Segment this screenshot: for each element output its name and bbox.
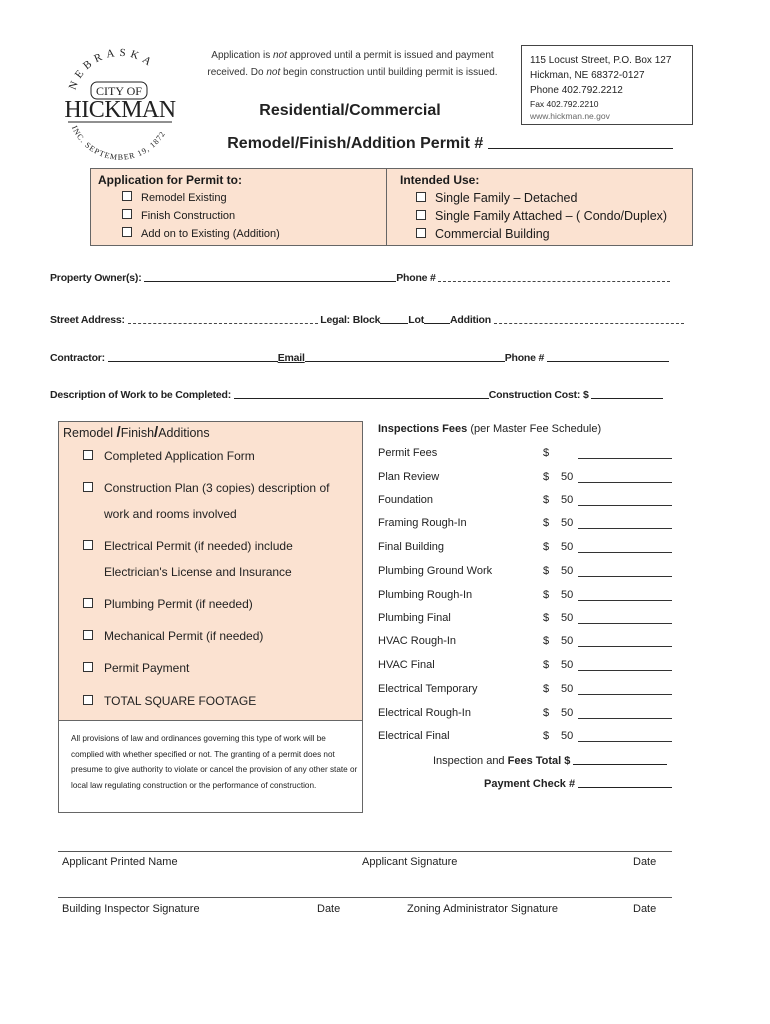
- seal-city-of: CITY OF: [96, 84, 142, 98]
- description-row: [50, 388, 695, 401]
- property-owner-row: [50, 271, 695, 284]
- fee-amount: 50: [561, 730, 574, 742]
- owner-phone-label: Phone #: [396, 272, 436, 284]
- fees-heading-rest: (per Master Fee Schedule): [467, 423, 602, 435]
- fee-row: [378, 517, 688, 531]
- fee-dollar: $: [543, 541, 550, 553]
- lot-label: Lot: [408, 314, 425, 326]
- fee-dollar: $: [543, 565, 550, 577]
- email-field[interactable]: [305, 351, 505, 362]
- intended-use-heading: Intended Use:: [400, 173, 480, 187]
- fee-label: Plumbing Rough-In: [378, 589, 473, 601]
- checkbox[interactable]: [83, 540, 93, 550]
- requirement-item[interactable]: [83, 533, 293, 559]
- fee-row: [378, 659, 688, 673]
- checkbox[interactable]: [122, 209, 132, 219]
- requirements-panel: [58, 421, 363, 721]
- fee-field[interactable]: [578, 741, 672, 742]
- inspector-date-label: Date: [317, 903, 341, 915]
- option-label: Finish Construction: [141, 210, 236, 222]
- requirement-label: Permit Payment: [104, 661, 190, 675]
- requirement-label: TOTAL SQUARE FOOTAGE: [104, 694, 257, 708]
- option-label: Remodel Existing: [141, 192, 227, 204]
- payment-check-label: Payment Check #: [484, 778, 576, 790]
- contractor-row: [50, 351, 695, 364]
- fee-label: Electrical Temporary: [378, 683, 478, 695]
- fee-label: HVAC Final: [378, 659, 435, 671]
- checkbox[interactable]: [83, 450, 93, 460]
- notice-line1-pre: Application is: [211, 50, 273, 61]
- fee-row: [378, 541, 688, 555]
- contact-city: Hickman, NE 68372-0127: [530, 70, 645, 81]
- option-label: Single Family – Detached: [435, 191, 578, 205]
- fee-amount: 50: [561, 707, 574, 719]
- application-for-heading: Application for Permit to:: [98, 173, 242, 187]
- description-label: Description of Work to be Completed:: [50, 389, 232, 401]
- requirement-label: Construction Plan (3 copies) description of: [104, 481, 330, 495]
- fee-dollar: $: [543, 659, 550, 671]
- fee-dollar: $: [543, 447, 550, 459]
- requirement-label: work and rooms involved: [104, 507, 237, 521]
- contractor-phone-field[interactable]: [547, 351, 669, 362]
- fee-row: [378, 612, 688, 626]
- fee-amount: 50: [561, 471, 574, 483]
- fee-field[interactable]: [578, 646, 672, 647]
- requirement-item[interactable]: [83, 623, 263, 649]
- owner-phone-field[interactable]: [438, 271, 670, 282]
- seal-arc-bottom: INC. SEPTEMBER 19, 1872: [69, 124, 168, 162]
- requirement-continuation: [83, 501, 237, 527]
- checkbox[interactable]: [122, 227, 132, 237]
- fee-label: Plumbing Ground Work: [378, 565, 493, 577]
- street-address-row: [50, 313, 695, 326]
- zoning-administrator-signature-label: Zoning Administrator Signature: [407, 903, 559, 915]
- checkbox[interactable]: [416, 210, 426, 220]
- fee-label: Framing Rough-In: [378, 517, 467, 529]
- legal-provisions-box: [58, 720, 363, 813]
- fee-amount: 50: [561, 494, 574, 506]
- fee-row: [378, 707, 688, 721]
- fee-row: [378, 589, 688, 603]
- fee-amount: 50: [561, 517, 574, 529]
- fee-field[interactable]: [578, 670, 672, 671]
- fee-amount: 50: [561, 659, 574, 671]
- fee-label: Plumbing Final: [378, 612, 451, 624]
- fee-field[interactable]: [578, 718, 672, 719]
- seal-city-name: HICKMAN: [64, 97, 176, 123]
- requirement-label: Electrician's License and Insurance: [104, 565, 292, 579]
- requirement-continuation: [83, 559, 292, 585]
- fee-dollar: $: [543, 589, 550, 601]
- contact-box: [521, 45, 693, 125]
- contact-address: 115 Locust Street, P.O. Box 127: [530, 55, 672, 66]
- street-address-field[interactable]: [128, 313, 318, 324]
- requirements-title-b: Finish: [120, 426, 155, 440]
- fee-dollar: $: [543, 730, 550, 742]
- permit-type-divider: [386, 169, 387, 245]
- permit-title: [150, 135, 750, 153]
- checkbox[interactable]: [83, 695, 93, 705]
- payment-check-field[interactable]: [578, 777, 672, 788]
- application-option[interactable]: [98, 189, 280, 207]
- fee-dollar: $: [543, 635, 550, 647]
- fee-field[interactable]: [578, 505, 672, 506]
- fee-amount: 50: [561, 589, 574, 601]
- email-label: Email: [277, 352, 305, 364]
- permit-title-text: Remodel/Finish/Addition Permit #: [227, 135, 484, 152]
- fees-heading-bold: Inspections Fees: [378, 423, 468, 435]
- fee-dollar: $: [543, 612, 550, 624]
- official-signature-line[interactable]: [58, 897, 672, 898]
- construction-cost-field[interactable]: [591, 388, 663, 399]
- requirement-label: Electrical Permit (if needed) include: [104, 539, 293, 553]
- fee-dollar: $: [543, 683, 550, 695]
- lot-field[interactable]: [424, 313, 450, 324]
- fee-label: Permit Fees: [378, 447, 438, 459]
- checkbox[interactable]: [83, 482, 93, 492]
- fee-dollar: $: [543, 471, 550, 483]
- checkbox[interactable]: [83, 598, 93, 608]
- notice-line1-post: approved until a permit is issued and payment: [286, 50, 494, 61]
- contact-website: www.hickman.ne.gov: [530, 111, 610, 121]
- description-field[interactable]: [234, 388, 489, 399]
- fee-label: Electrical Rough-In: [378, 707, 471, 719]
- checkbox[interactable]: [83, 630, 93, 640]
- checkbox[interactable]: [83, 662, 93, 672]
- fee-row: [378, 447, 688, 461]
- notice-line2-em: not: [266, 67, 281, 78]
- fee-row: [378, 494, 688, 508]
- notice-line1-em: not: [273, 50, 287, 61]
- fee-dollar: $: [543, 517, 550, 529]
- requirements-title-a: Remodel: [63, 426, 114, 440]
- property-owner-label: Property Owner(s):: [50, 272, 142, 284]
- application-option[interactable]: [98, 225, 280, 243]
- fees-divider: [362, 421, 363, 813]
- application-option[interactable]: [98, 207, 280, 225]
- checkbox[interactable]: [416, 192, 426, 202]
- fee-field[interactable]: [578, 600, 672, 601]
- construction-cost-label: Construction Cost: $: [488, 389, 589, 401]
- legal-block-label: Legal: Block: [320, 314, 381, 326]
- fee-field[interactable]: [578, 576, 672, 577]
- fee-row: [378, 635, 688, 649]
- street-address-label: Street Address:: [50, 314, 125, 326]
- notice-line2-post: begin construction until building permit is issued.: [280, 67, 498, 78]
- legal-block-field[interactable]: [380, 313, 408, 324]
- requirement-label: Completed Application Form: [104, 449, 255, 463]
- fee-field[interactable]: [578, 482, 672, 483]
- fees-total-field[interactable]: [573, 754, 667, 765]
- form-title: Residential/Commercial: [259, 102, 441, 119]
- fee-label: Plan Review: [378, 471, 440, 483]
- requirement-item[interactable]: [83, 688, 256, 714]
- applicant-printed-name-label: Applicant Printed Name: [62, 856, 178, 868]
- intended-use-option[interactable]: [400, 225, 667, 243]
- fee-amount: 50: [561, 612, 574, 624]
- fee-label: Electrical Final: [378, 730, 450, 742]
- seal-arc-top: NEBRASKA: [66, 46, 158, 92]
- applicant-signature-label: Applicant Signature: [362, 856, 458, 868]
- fee-row: [378, 730, 688, 744]
- permit-type-box: [90, 168, 693, 246]
- checkbox[interactable]: [122, 191, 132, 201]
- option-label: Single Family Attached – ( Condo/Duplex): [435, 209, 668, 223]
- fee-amount: 50: [561, 683, 574, 695]
- option-label: Commercial Building: [435, 227, 550, 241]
- requirements-title-c: Additions: [158, 426, 210, 440]
- fee-label: HVAC Rough-In: [378, 635, 457, 647]
- requirement-item[interactable]: [83, 591, 253, 617]
- fees-total-row: [433, 754, 667, 767]
- checkbox[interactable]: [416, 228, 426, 238]
- legal-provisions-text: All provisions of law and ordinances governing this type of work will be complied with whether specified or not. The granting of a permit does not presume to give authority to violate or cancel the provision of any other state or local law regulating construction or the performance of construction.: [71, 734, 358, 790]
- fee-amount: 50: [561, 635, 574, 647]
- contractor-label: Contractor:: [50, 352, 105, 364]
- contact-phone: Phone 402.792.2212: [530, 85, 623, 96]
- approval-notice: [185, 47, 520, 81]
- fee-field[interactable]: [578, 694, 672, 695]
- intended-use-option[interactable]: [400, 207, 667, 225]
- fee-field[interactable]: [578, 623, 672, 624]
- payment-check-row: [484, 777, 672, 790]
- notice-line2-pre: received. Do: [207, 67, 267, 78]
- requirements-title: Remodel /Finish/Additions: [63, 424, 210, 441]
- requirement-label: Plumbing Permit (if needed): [104, 597, 253, 611]
- option-label: Add on to Existing (Addition): [141, 228, 280, 240]
- fee-row: [378, 683, 688, 697]
- fee-amount: 50: [561, 541, 574, 553]
- fee-label: Foundation: [378, 494, 434, 506]
- requirement-label: Mechanical Permit (if needed): [104, 629, 264, 643]
- contractor-field[interactable]: [108, 351, 278, 362]
- building-inspector-signature-label: Building Inspector Signature: [62, 903, 200, 915]
- fee-label: Final Building: [378, 541, 445, 553]
- intended-use-column: [400, 173, 667, 243]
- fees-total-label: Fees Total $: [507, 755, 571, 767]
- application-for-column: [98, 173, 280, 243]
- fee-field[interactable]: [578, 552, 672, 553]
- addition-label: Addition: [450, 314, 491, 326]
- permit-number-field[interactable]: [488, 138, 673, 149]
- contact-fax: Fax 402.792.2210: [530, 99, 599, 109]
- intended-use-option[interactable]: [400, 189, 667, 207]
- zoning-date-label: Date: [633, 903, 657, 915]
- applicant-date-label: Date: [633, 856, 657, 868]
- contractor-phone-label: Phone #: [504, 352, 545, 364]
- property-owner-field[interactable]: [144, 271, 396, 282]
- inspection-fees-section: [378, 421, 688, 813]
- fee-row: [378, 565, 688, 579]
- requirement-item[interactable]: [83, 655, 189, 681]
- fee-field[interactable]: [578, 458, 672, 459]
- fee-dollar: $: [543, 707, 550, 719]
- requirement-item[interactable]: [83, 475, 329, 501]
- applicant-signature-line[interactable]: [58, 851, 672, 852]
- fees-heading: [378, 423, 601, 435]
- addition-field[interactable]: [494, 313, 684, 324]
- fee-dollar: $: [543, 494, 550, 506]
- fee-field[interactable]: [578, 528, 672, 529]
- requirement-item[interactable]: [83, 443, 255, 469]
- fee-amount: 50: [561, 565, 574, 577]
- fees-total-pre: Inspection and: [433, 755, 508, 767]
- fee-row: [378, 471, 688, 485]
